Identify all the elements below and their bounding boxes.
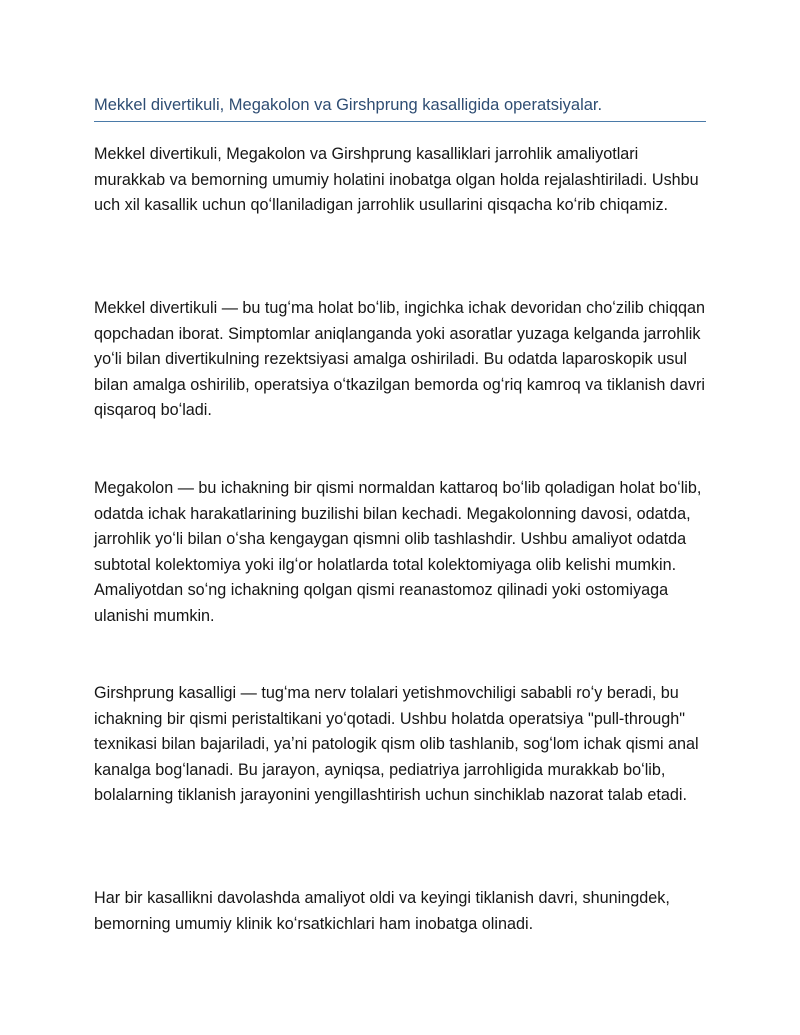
paragraph-girshprung: Girshprung kasalligi — tugʻma nerv tolalari yetishmovchiligi sababli roʻy beradi, bu ichakning bir qismi peristaltikani yoʻqotadi. Ushbu holatda operatsiya "pull-through" texnikasi bilan bajariladi, yaʼni patologik qism olib tashlanib, sogʻlom ichak qismi anal kanalga bogʻlanadi. Bu jarayon, ayniqsa, pediatriya jarrohligida murakkab boʻlib, bolalarning tiklanish jarayonini yengillashtirish uchun sinchiklab nazorat talab etadi.: [94, 684, 699, 805]
paragraph-megakolon: Megakolon — bu ichakning bir qismi normaldan kattaroq boʻlib qoladigan holat boʻlib, odatda ichak harakatlarining buzilishi bilan kechadi. Megakolonning davosi, odatda, jarrohlik yoʻli bilan oʻsha kengaygan qismni olib tashlashdir. Ushbu amaliyot odatda subtotal kolektomiya yoki ilgʻor holatlarda total kolektomiyaga olib kelishi mumkin. Amaliyotdan soʻng ichakning qolgan qismi reanastomoz qilinadi yoki ostomiyaga ulanishi mumkin.: [94, 479, 702, 625]
document-title: Mekkel divertikuli, Megakolon va Girshprung kasalligida operatsiyalar.: [94, 96, 603, 114]
paragraph-mekkel: Mekkel divertikuli — bu tugʻma holat boʻlib, ingichka ichak devoridan choʻzilib chiqqan qopchadan iborat. Simptomlar aniqlanganda yoki asoratlar yuzaga kelganda jarrohlik yoʻli bilan divertikulning rezektsiyasi amalga oshiriladi. Bu odatda laparoskopik usul bilan amalga oshirilib, operatsiya oʻtkazilgan bemorda ogʻriq kamroq va tiklanish davri qisqaroq boʻladi.: [94, 299, 705, 420]
paragraph-intro: Mekkel divertikuli, Megakolon va Girshprung kasalliklari jarrohlik amaliyotlari murakkab va bemorning umumiy holatini inobatga olgan holda rejalashtiriladi. Ushbu uch xil kasallik uchun qoʻllaniladigan jarrohlik usullarini qisqacha koʻrib chiqamiz.: [94, 145, 699, 215]
paragraph-conclusion: Har bir kasallikni davolashda amaliyot oldi va keyingi tiklanish davri, shuningdek, bemorning umumiy klinik koʻrsatkichlari ham inobatga olinadi.: [94, 889, 670, 933]
title-divider: [94, 121, 706, 122]
